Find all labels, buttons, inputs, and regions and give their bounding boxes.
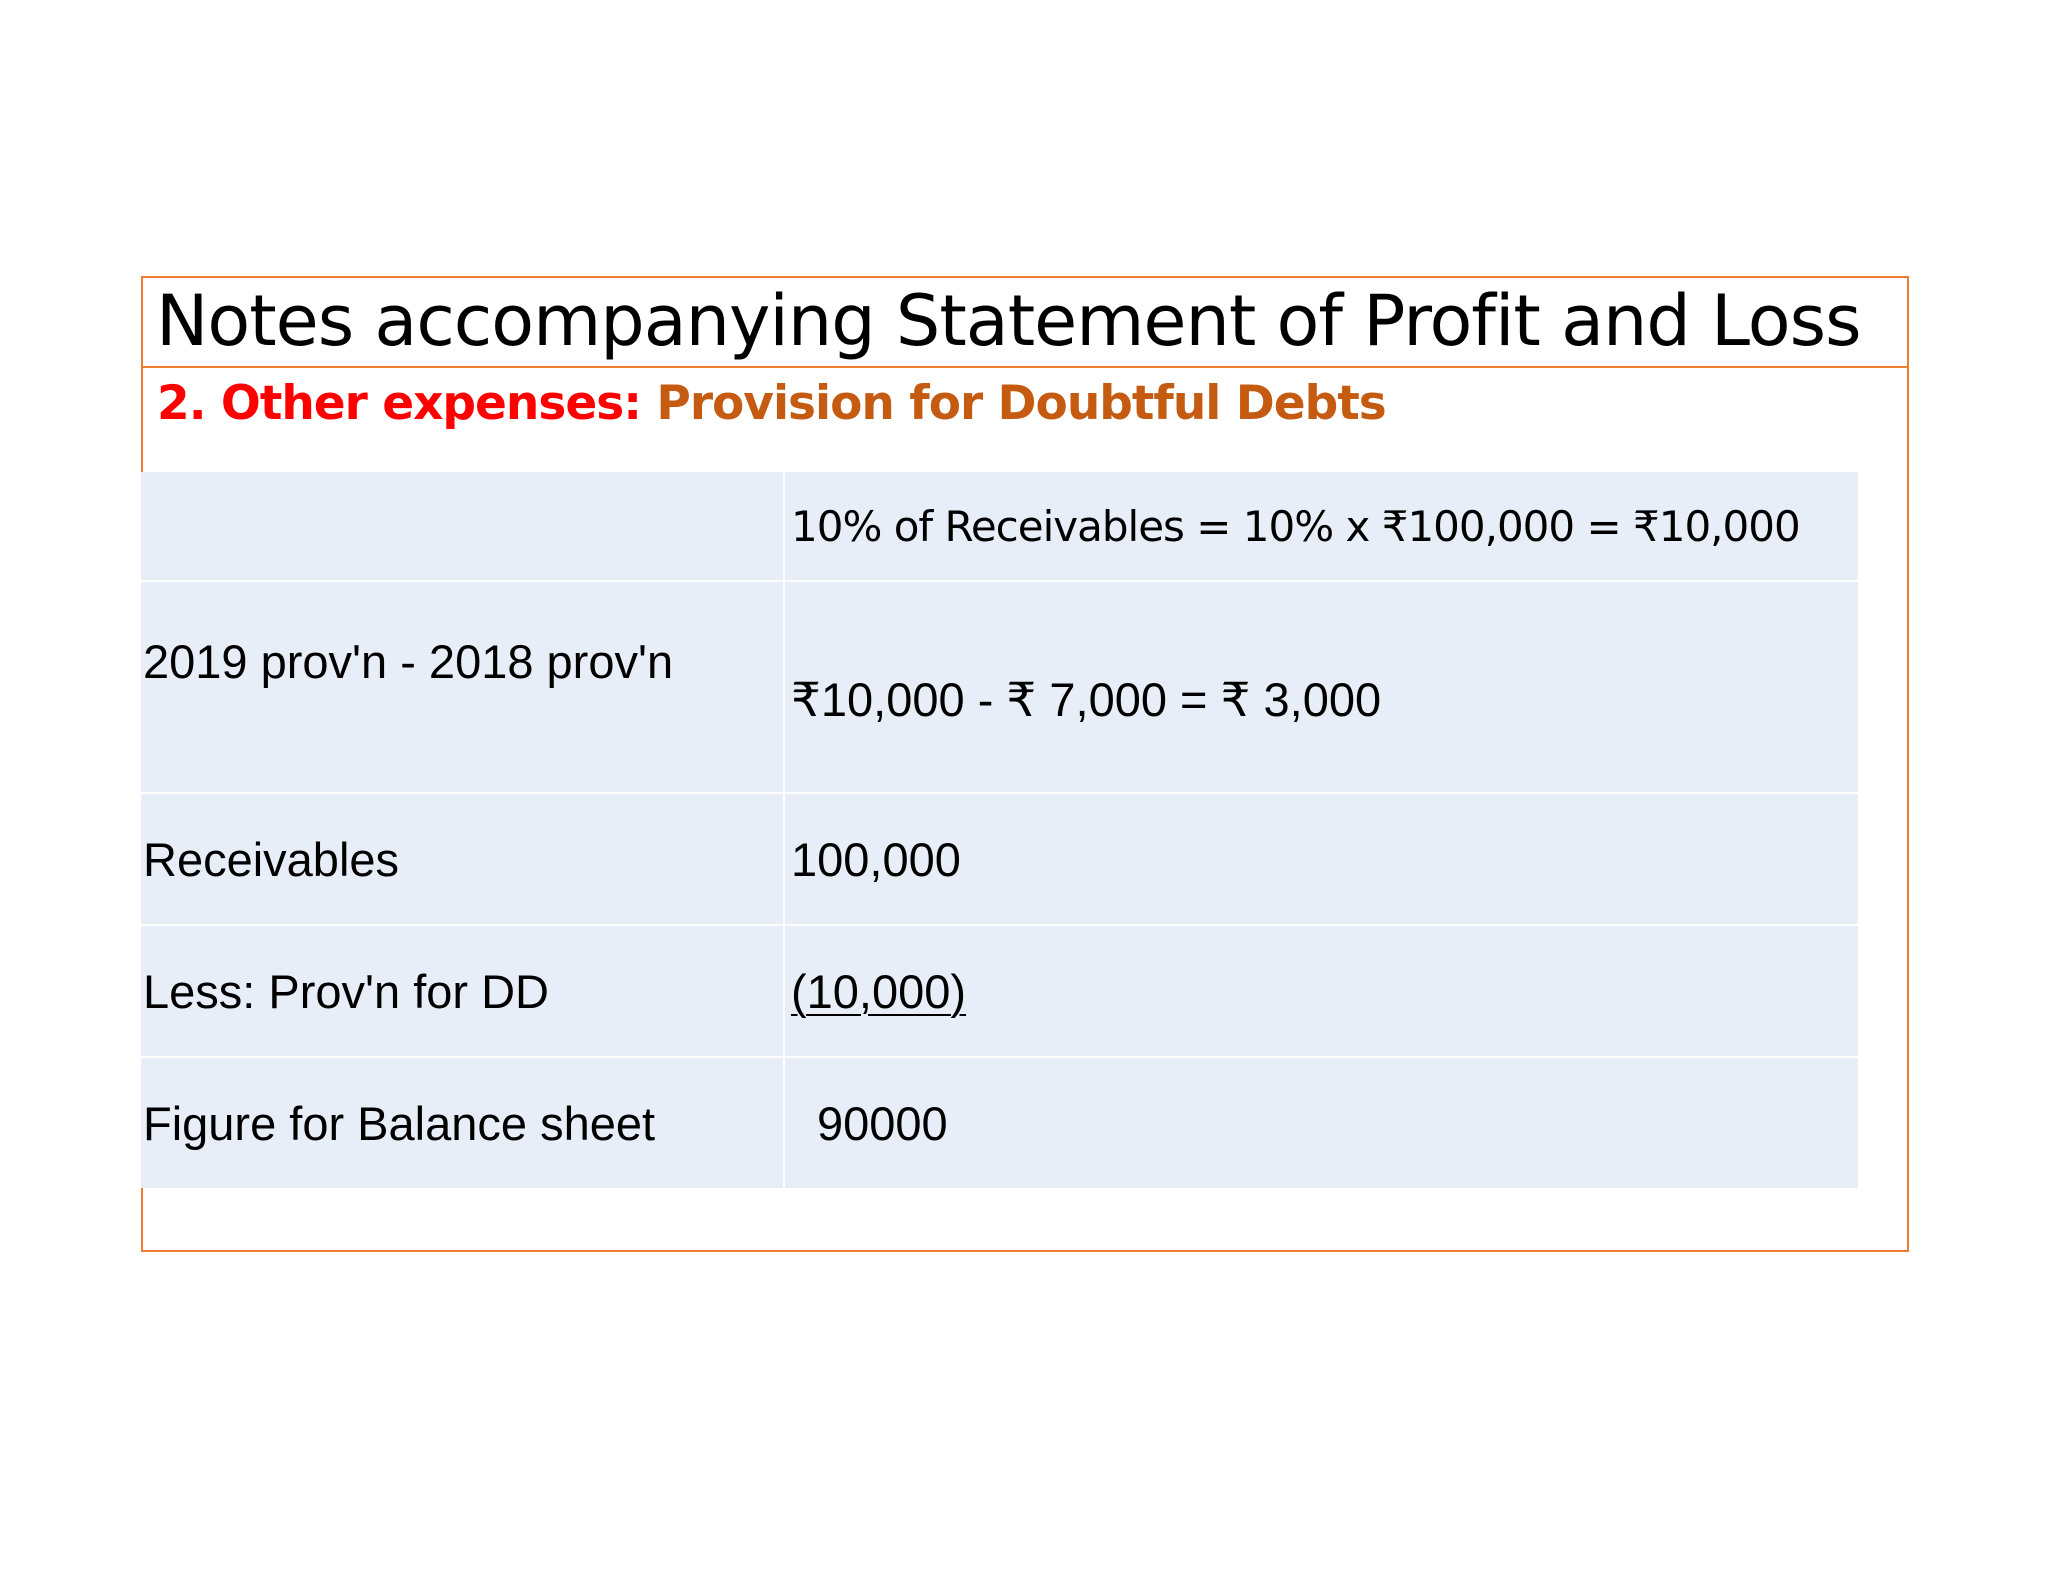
row-label: 2019 prov'n - 2018 prov'n [141,582,785,792]
table-row [141,472,1858,582]
table-row [141,926,1858,1058]
table-row [141,794,1858,926]
slide-subtitle [157,372,1386,436]
calculation-table [141,472,1858,1188]
title-box [141,276,1909,368]
subtitle-section-label: 2. Other expenses: [157,376,657,431]
row-label: Less: Prov'n for DD [141,926,785,1056]
row-label [141,472,785,580]
slide-title: Notes accompanying Statement of Profit and Loss [156,280,1861,362]
row-value-cell [785,926,1858,1056]
table-row [141,582,1858,794]
subtitle-topic: Provision for Doubtful Debts [656,376,1386,431]
row-value: 90000 [817,1096,948,1150]
row-value: 100,000 [791,832,961,886]
row-label: Receivables [141,794,785,924]
row-value: 10% of Receivables = 10% x ₹100,000 = ₹10,000 [791,501,1800,551]
table-row [141,1058,1858,1188]
row-label: Figure for Balance sheet [141,1058,785,1188]
row-value: ₹10,000 - ₹ 7,000 = ₹ 3,000 [791,673,1382,726]
row-value: (10,000) [791,964,967,1018]
